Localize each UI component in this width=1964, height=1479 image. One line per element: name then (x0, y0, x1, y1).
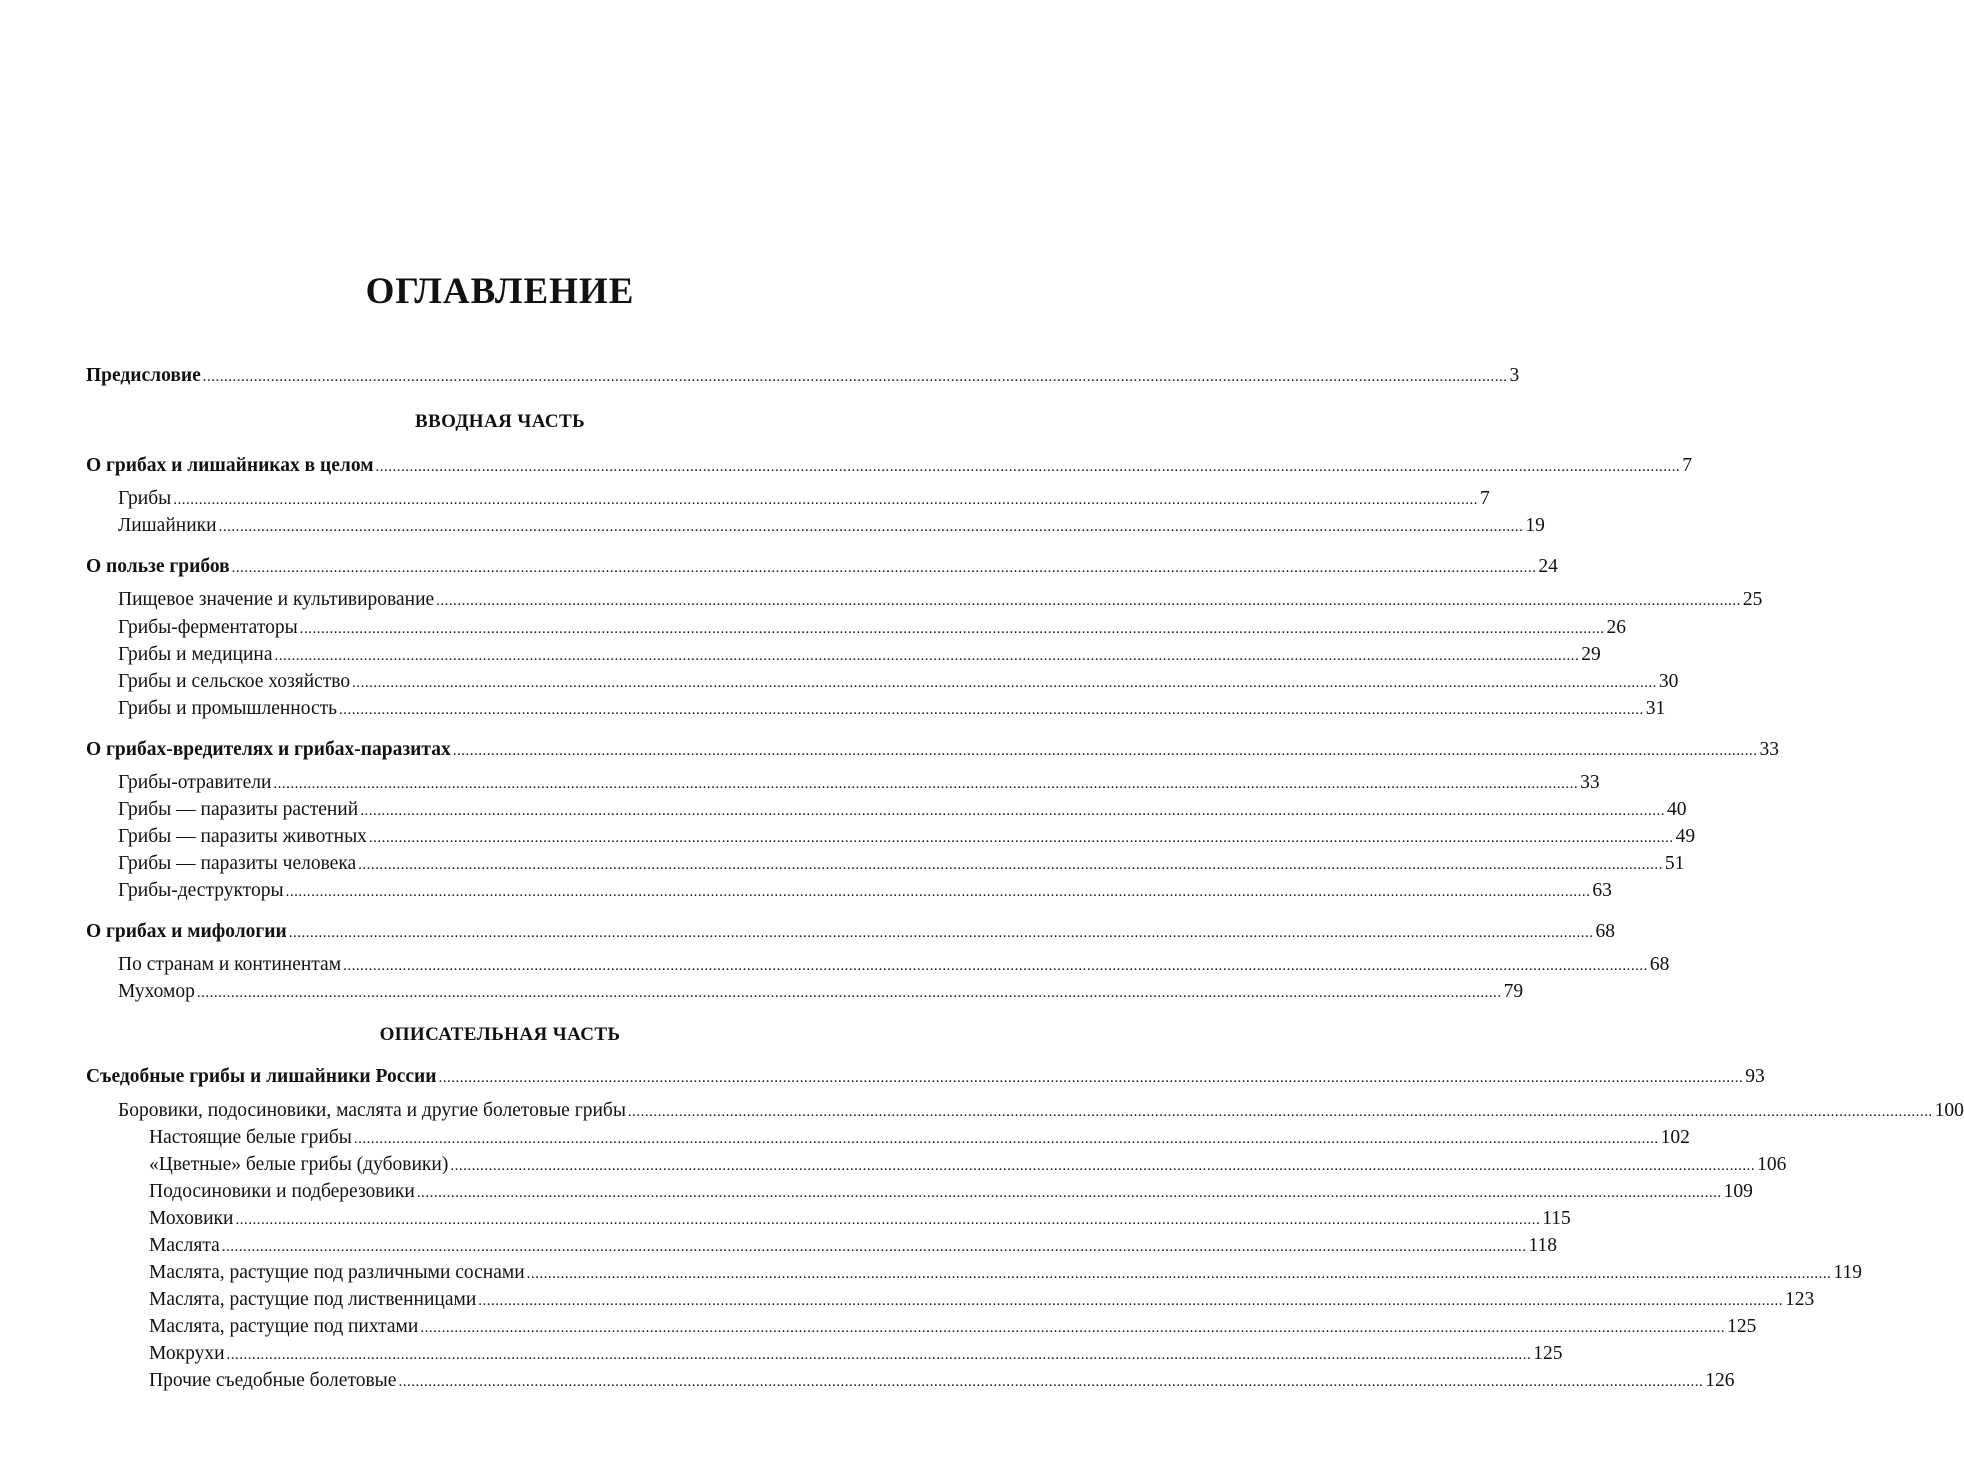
toc-page-number: 31 (1645, 698, 1666, 719)
toc-entry[interactable] (118, 485, 1490, 513)
dot-leader: ................................................................................................................................................................................................................................................................................................................... (288, 925, 1594, 941)
toc-page-number: 40 (1666, 799, 1687, 820)
toc-entry[interactable] (149, 1340, 1563, 1368)
dot-leader: ................................................................................................................................................................................................................................................................................................................... (221, 1239, 1527, 1255)
dot-leader: ................................................................................................................................................................................................................................................................................................................... (173, 492, 1479, 508)
toc-entry-label: Грибы-ферментаторы (118, 617, 298, 638)
toc-entry[interactable] (86, 553, 1558, 581)
toc-entry-label: О грибах и мифологии (86, 921, 287, 942)
toc-page-number: 33 (1759, 739, 1779, 760)
toc-entry-label: Прочие съедобные болетовые (149, 1370, 397, 1391)
dot-leader: ................................................................................................................................................................................................................................................................................................................... (420, 1320, 1726, 1336)
toc-entry[interactable] (86, 918, 1615, 946)
toc-entry-label: Грибы-отравители (118, 772, 272, 793)
dot-leader: ................................................................................................................................................................................................................................................................................................................... (196, 985, 1502, 1001)
toc-entry[interactable] (118, 641, 1601, 669)
toc-page-number: 24 (1538, 556, 1558, 577)
toc-entry-label: Мухомор (118, 981, 195, 1002)
toc-entry[interactable] (118, 850, 1685, 878)
toc-entry[interactable] (149, 1232, 1558, 1260)
toc-entry-label: Пищевое значение и культивирование (118, 589, 435, 610)
dot-leader: ................................................................................................................................................................................................................................................................................................................... (375, 459, 1681, 475)
dot-leader: ................................................................................................................................................................................................................................................................................................................... (360, 803, 1665, 819)
toc-page-number: 7 (1480, 488, 1490, 509)
toc-page-number: 115 (1542, 1208, 1571, 1229)
toc-entry[interactable] (149, 1151, 1787, 1179)
dot-leader: ................................................................................................................................................................................................................................................................................................................... (416, 1185, 1722, 1201)
dot-leader: ................................................................................................................................................................................................................................................................................................................... (358, 857, 1663, 873)
toc-entry[interactable] (149, 1313, 1757, 1341)
toc-entry[interactable] (149, 1286, 1815, 1314)
toc-entry[interactable] (149, 1367, 1735, 1395)
section-heading-descriptive: ОПИСАТЕЛЬНАЯ ЧАСТЬ (379, 1024, 621, 1045)
toc-entry[interactable] (149, 1205, 1571, 1233)
toc-entry-label: Грибы — паразиты человека (118, 853, 357, 874)
toc-page-number: 19 (1525, 515, 1545, 536)
toc-page-number: 29 (1581, 644, 1601, 665)
toc-page-number: 68 (1595, 921, 1615, 942)
toc-entry-label: О грибах и лишайниках в целом (86, 455, 374, 476)
toc-page-number: 102 (1660, 1127, 1690, 1148)
toc-page-number: 123 (1785, 1289, 1815, 1310)
toc-entry-label: Боровики, подосиновики, маслята и другие болетовые грибы (118, 1100, 626, 1121)
toc-page-number: 93 (1745, 1066, 1765, 1087)
dot-leader: ................................................................................................................................................................................................................................................................................................................... (436, 593, 1741, 609)
dot-leader: ................................................................................................................................................................................................................................................................................................................... (526, 1266, 1832, 1282)
toc-page-number: 7 (1682, 455, 1693, 476)
dot-leader: ................................................................................................................................................................................................................................................................................................................... (353, 1131, 1659, 1147)
toc-entry[interactable] (118, 951, 1670, 979)
dot-leader: ................................................................................................................................................................................................................................................................................................................... (398, 1374, 1704, 1390)
toc-page-number: 63 (1592, 880, 1612, 901)
dot-leader: ................................................................................................................................................................................................................................................................................................................... (218, 519, 1524, 535)
toc-entry-label: Предисловие (86, 365, 201, 386)
toc-entry-preface[interactable] (86, 362, 1520, 390)
toc-entry[interactable] (118, 695, 1666, 723)
dot-leader: ................................................................................................................................................................................................................................................................................................................... (339, 702, 1644, 718)
toc-entry-label: Моховики (149, 1208, 234, 1229)
dot-leader: ................................................................................................................................................................................................................................................................................................................... (352, 675, 1657, 691)
dot-leader: ................................................................................................................................................................................................................................................................................................................... (343, 958, 1648, 974)
toc-page-number: 33 (1580, 772, 1600, 793)
dot-leader: ................................................................................................................................................................................................................................................................................................................... (368, 830, 1674, 846)
toc-entry-label: Грибы-деструкторы (118, 880, 284, 901)
toc-entry-label: Маслята (149, 1235, 220, 1256)
toc-entry[interactable] (118, 1097, 1964, 1125)
toc-entry[interactable] (149, 1259, 1862, 1287)
toc-entry-label: Грибы (118, 488, 172, 509)
dot-leader: ................................................................................................................................................................................................................................................................................................................... (226, 1347, 1532, 1363)
toc-entry-label: Подосиновики и подберезовики (149, 1181, 415, 1202)
toc-entry-label: Грибы и медицина (118, 644, 273, 665)
toc-page-number: 126 (1705, 1370, 1735, 1391)
dot-leader: ................................................................................................................................................................................................................................................................................................................... (273, 776, 1579, 792)
toc-entry[interactable] (118, 586, 1763, 614)
dot-leader: ................................................................................................................................................................................................................................................................................................................... (627, 1104, 1933, 1120)
toc-entry-label: Грибы и промышленность (118, 698, 338, 719)
toc-entry-label: Маслята, растущие под лиственницами (149, 1289, 477, 1310)
toc-entry[interactable] (118, 978, 1524, 1006)
toc-entry[interactable] (149, 1178, 1753, 1206)
toc-entry-label: Грибы — паразиты растений (118, 799, 359, 820)
toc-entry-label: Маслята, растущие под пихтами (149, 1316, 419, 1337)
toc-entry-label: Настоящие белые грибы (149, 1127, 352, 1148)
toc-entry[interactable] (118, 668, 1679, 696)
toc-entry-label: Съедобные грибы и лишайники России (86, 1066, 437, 1087)
dot-leader: ................................................................................................................................................................................................................................................................................................................... (285, 884, 1591, 900)
section-heading-intro: ВВОДНАЯ ЧАСТЬ (414, 411, 586, 432)
toc-page-number: 125 (1727, 1316, 1757, 1337)
toc-page-number: 49 (1675, 826, 1696, 847)
toc-entry[interactable] (118, 614, 1626, 642)
dot-leader: ................................................................................................................................................................................................................................................................................................................... (438, 1070, 1744, 1086)
dot-leader: ................................................................................................................................................................................................................................................................................................................... (450, 1158, 1756, 1174)
toc-page-number: 51 (1664, 853, 1685, 874)
toc-entry[interactable] (149, 1124, 1690, 1152)
toc-entry-label: «Цветные» белые грибы (дубовики) (149, 1154, 449, 1175)
toc-page-number: 30 (1658, 671, 1679, 692)
toc-page-number: 125 (1533, 1343, 1563, 1364)
toc-entry[interactable] (118, 512, 1545, 540)
toc-entry-label: По странам и континентам (118, 954, 342, 975)
toc-page-number: 68 (1649, 954, 1670, 975)
toc-entry[interactable] (86, 1063, 1765, 1091)
toc-page-number: 119 (1833, 1262, 1862, 1283)
toc-entry-label: Лишайники (118, 515, 217, 536)
dot-leader: ................................................................................................................................................................................................................................................................................................................... (231, 560, 1537, 576)
toc-entry[interactable] (86, 452, 1693, 480)
toc-page-number: 26 (1606, 617, 1626, 638)
toc-entry[interactable] (86, 736, 1779, 764)
dot-leader: ................................................................................................................................................................................................................................................................................................................... (299, 621, 1605, 637)
toc-entry-label: Маслята, растущие под различными соснами (149, 1262, 525, 1283)
toc-entry[interactable] (118, 769, 1600, 797)
toc-entry[interactable] (118, 877, 1612, 905)
dot-leader: ................................................................................................................................................................................................................................................................................................................... (235, 1212, 1541, 1228)
page-title: ОГЛАВЛЕНИЕ (365, 271, 635, 312)
toc-page-number: 3 (1509, 365, 1520, 386)
toc-page-number: 118 (1528, 1235, 1558, 1256)
toc-page-number: 79 (1503, 981, 1524, 1002)
dot-leader: ................................................................................................................................................................................................................................................................................................................... (202, 369, 1508, 385)
toc-page-number: 100 (1934, 1100, 1964, 1121)
toc-entry-label: Мокрухи (149, 1343, 225, 1364)
toc-entry[interactable] (118, 796, 1687, 824)
toc-page-number: 109 (1723, 1181, 1753, 1202)
toc-entry-label: Грибы и сельское хозяйство (118, 671, 351, 692)
dot-leader: ................................................................................................................................................................................................................................................................................................................... (274, 648, 1580, 664)
toc-entry-label: О грибах-вредителях и грибах-паразитах (86, 739, 451, 760)
toc-entry[interactable] (118, 823, 1696, 851)
toc-entry-label: Грибы — паразиты животных (118, 826, 367, 847)
toc-page-number: 106 (1757, 1154, 1787, 1175)
dot-leader: ................................................................................................................................................................................................................................................................................................................... (478, 1293, 1784, 1309)
toc-page-number: 25 (1742, 589, 1763, 610)
toc-entry-label: О пользе грибов (86, 556, 230, 577)
dot-leader: ................................................................................................................................................................................................................................................................................................................... (452, 743, 1758, 759)
